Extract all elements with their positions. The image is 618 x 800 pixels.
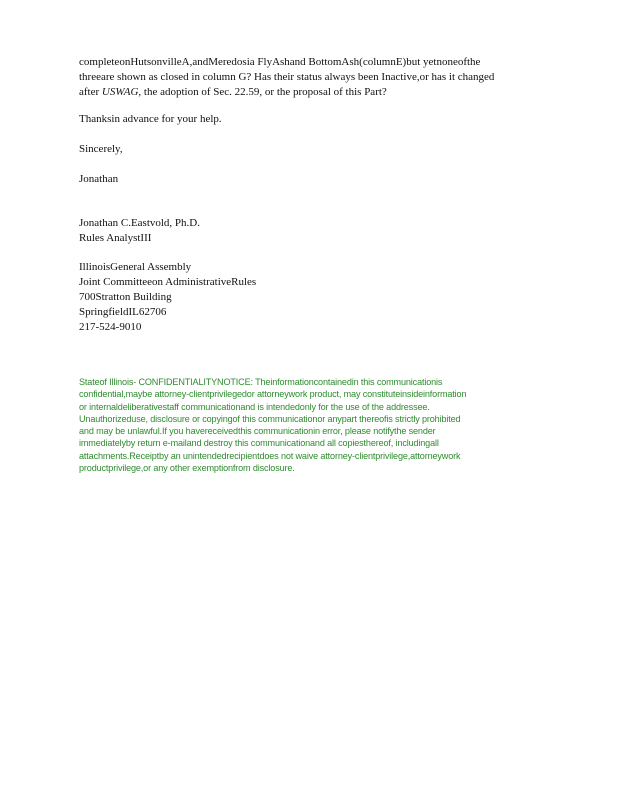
closing-line: Sincerely,	[79, 143, 123, 155]
email-body	[79, 55, 549, 474]
notice-line: and may be unlawful.If you havereceivedthis communicationin error, please notifythe sender	[79, 426, 436, 437]
thanks-line: Thanksin advance for your help.	[79, 113, 222, 125]
notice-line: immediatelyby return e-mailand destroy this communicationand all copiesthereof, includingall	[79, 438, 439, 449]
notice-line: confidential,maybe attorney-clientprivilegedor attorneywork product, may constituteinsideinformation	[79, 389, 467, 400]
body-line: completeonHutsonvilleA,andMeredosia FlyAshand BottomAsh(columnE)but yetnoneofthe	[79, 56, 481, 68]
body-line	[79, 85, 549, 100]
address-line: Joint Committeeon AdministrativeRules	[79, 276, 257, 288]
notice-line: attachments.Receiptby an unintendedrecipientdoes not waive attorney-clientprivilege,attorneywork	[79, 450, 461, 461]
signature-block	[79, 216, 549, 246]
address-line: IllinoisGeneral Assembly	[79, 261, 192, 273]
body-line-text: after	[79, 86, 102, 98]
phone-number: 217-524-9010	[79, 321, 142, 333]
notice-line: Unauthorizeduse, disclosure or copyingof this communicationor anypart thereofis strictly prohibited	[79, 413, 461, 424]
body-line-emphasis: USWAG	[101, 86, 139, 98]
signature-full-name: Jonathan C.Eastvold, Ph.D.	[79, 217, 200, 229]
notice-line: Stateof Illinois- CONFIDENTIALITYNOTICE: Theinformationcontainedin this communicationis	[79, 377, 443, 387]
body-line-text: , the adoption of Sec. 22.59, or the proposal of this Part?	[138, 86, 387, 98]
confidentiality-notice	[79, 376, 549, 474]
address-line: SpringfieldIL62706	[79, 306, 167, 318]
signature-name: Jonathan	[79, 173, 119, 185]
notice-line: or internaldeliberativestaff communicationand is intendedonly for the use of the addressee.	[79, 401, 430, 412]
address-block	[79, 260, 549, 335]
address-line: 700Stratton Building	[79, 291, 172, 303]
body-paragraph	[79, 55, 549, 100]
notice-line: productprivilege,or any other exemptionfrom disclosure.	[79, 463, 295, 474]
body-line: threeare shown as closed in column G? Has their status always been Inactive,or has it changed	[79, 71, 495, 83]
signature-title: Rules AnalystIII	[79, 232, 152, 244]
